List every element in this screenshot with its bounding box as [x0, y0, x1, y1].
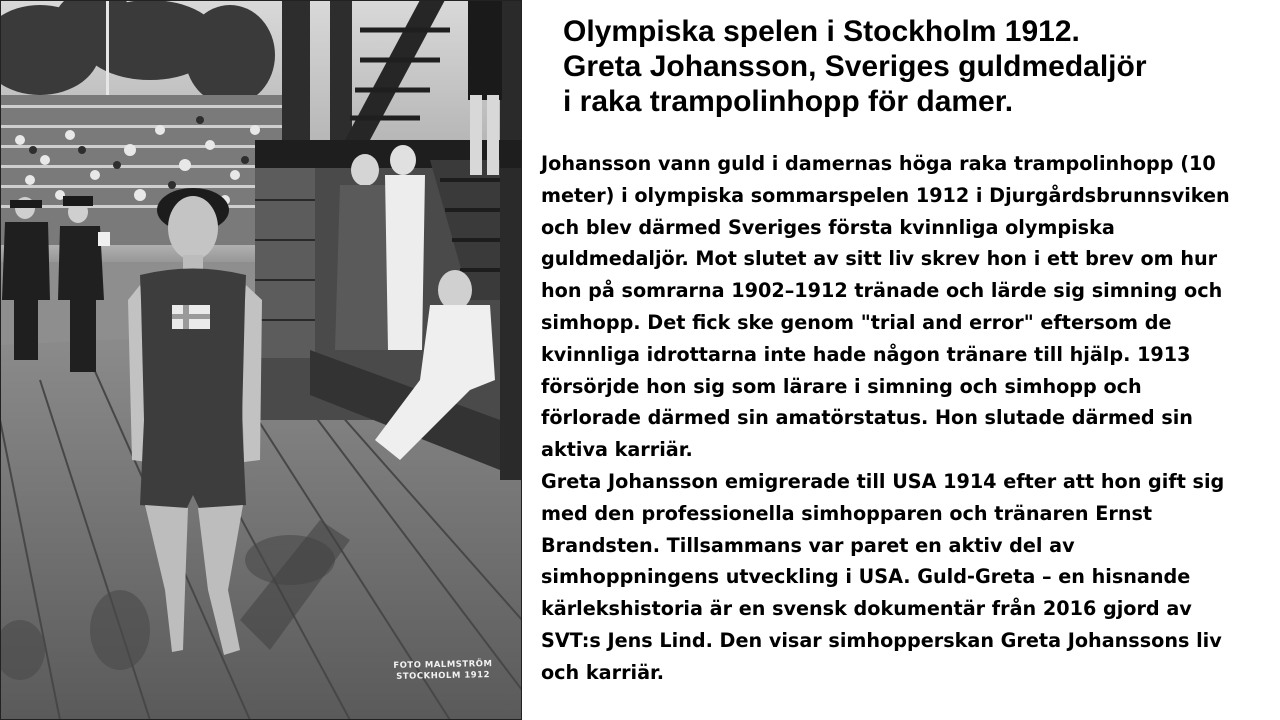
body-line-17: och karriär.: [541, 660, 665, 684]
body-line-9: förlorade därmed sin amatörstatus. Hon slutade därmed sin: [541, 406, 1193, 430]
body-line-4: guldmedaljör. Mot slutet av sitt liv skrev hon i ett brev om hur: [541, 247, 1218, 271]
body-line-2: meter) i olympiska sommarspelen 1912 i Djurgårdsbrunnsviken: [541, 183, 1230, 207]
body-line-16: SVT:s Jens Lind. Den visar simhopperskan Greta Johanssons liv: [541, 628, 1222, 652]
photo-stamp-line-1: FOTO MALMSTRÖM: [393, 659, 493, 671]
slide-title-line-1: Olympiska spelen i Stockholm 1912.: [563, 15, 1080, 48]
photo-illustration: [0, 0, 522, 720]
slide-title-line-2: Greta Johansson, Sveriges guldmedaljör: [563, 50, 1147, 83]
body-line-7: kvinnliga idrottarna inte hade någon tränare till hjälp. 1913: [541, 342, 1191, 366]
slide-body-text: [541, 148, 1276, 689]
slide-title-line-3: i raka trampolinhopp för damer.: [563, 85, 1014, 118]
body-line-8: försörjde hon sig som lärare i simning och simhopp och: [541, 374, 1142, 398]
body-line-6: simhopp. Det fick ske genom "trial and error" eftersom de: [541, 310, 1172, 334]
body-line-5: hon på somrarna 1902–1912 tränade och lärde sig simning och: [541, 279, 1223, 303]
body-line-14: simhoppningens utveckling i USA. Guld-Greta – en hisnande: [541, 565, 1191, 589]
body-line-1: Johansson vann guld i damernas höga raka trampolinhopp (10: [541, 152, 1216, 175]
body-line-12: med den professionella simhopparen och tränaren Ernst: [541, 501, 1153, 525]
slide-title: [563, 14, 1275, 119]
body-line-15: kärlekshistoria är en svensk dokumentär från 2016 gjord av: [541, 597, 1192, 621]
body-line-11: Greta Johansson emigrerade till USA 1914 efter att hon gift sig: [541, 469, 1225, 493]
photo-stamp-line-2: STOCKHOLM 1912: [396, 670, 491, 682]
historical-photo: [0, 0, 522, 720]
body-line-3: och blev därmed Sveriges första kvinnliga olympiska: [541, 215, 1115, 239]
body-line-13: Brandsten. Tillsammans var paret en aktiv del av: [541, 533, 1075, 557]
body-line-10: aktiva karriär.: [541, 438, 693, 462]
photo-stamp: [393, 659, 493, 683]
